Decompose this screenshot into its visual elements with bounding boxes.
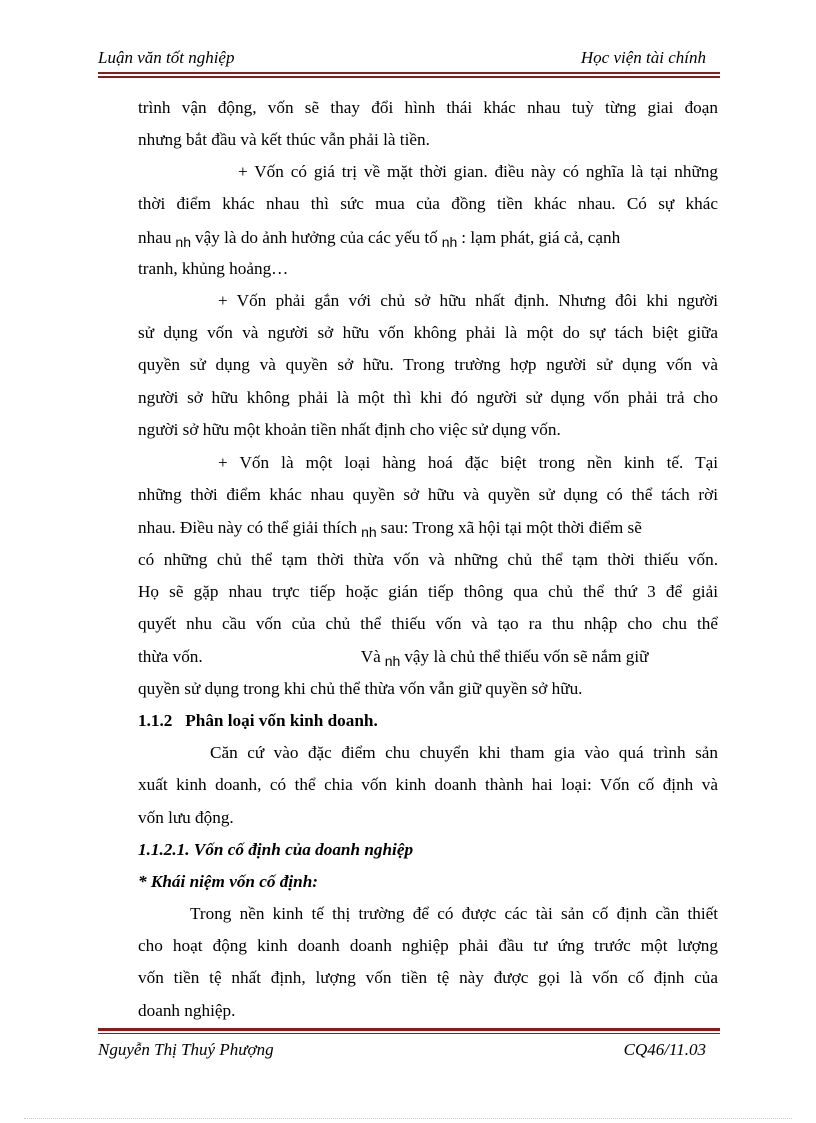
- concept-heading: * Khái niệm vốn cố định:: [138, 872, 319, 891]
- paragraph-line-with-inline: [138, 226, 718, 250]
- header-institution-label: Học viện tài chính: [580, 48, 706, 67]
- paragraph-line: thời điểm khác nhau thì sức mua của đồng tiền khác nhau. Có sự khác: [138, 194, 718, 213]
- text-fragment: sau: Trong xã hội tại một thời điểm sẽ: [380, 518, 642, 537]
- section-heading: 1.1.2 Phân loại vốn kinh doanh.: [138, 711, 378, 730]
- paragraph-line: trình vận động, vốn sẽ thay đổi hình thái khác nhau tuỳ từng giai đoạn: [138, 98, 718, 117]
- paragraph-line: + Vốn có giá trị về mặt thời gian. điều này có nghĩa là tại những: [238, 162, 718, 181]
- page-footer: [98, 1040, 706, 1062]
- text-fragment: : lạm phát, giá cả, cạnh: [461, 228, 621, 247]
- paragraph-line: cho hoạt động kinh doanh doanh nghiệp phải đầu tư ứng trước một lượng: [138, 936, 718, 955]
- text-fragment: nhau: [138, 228, 172, 247]
- inline-marker: nh: [441, 234, 458, 250]
- text-fragment: vậy là chủ thể thiếu vốn sẽ nắm giữ: [404, 647, 649, 666]
- inline-marker: nh: [175, 234, 191, 250]
- header-rule-thin: [98, 72, 720, 74]
- paragraph-line: quyền sử dụng trong khi chủ thể thừa vốn vẫn giữ quyền sở hữu.: [138, 679, 583, 698]
- footer-rule-thin: [98, 1033, 720, 1034]
- inline-marker: nh: [361, 524, 377, 540]
- text-fragment: thừa vốn.: [138, 647, 203, 666]
- footer-class-code: CQ46/11.03: [623, 1040, 706, 1059]
- paragraph-line: Căn cứ vào đặc điểm chu chuyển khi tham gia vào quá trình sản: [210, 743, 718, 762]
- page-header: [98, 48, 706, 70]
- paragraph-line-with-inline: [138, 516, 718, 540]
- paragraph-line: có những chủ thể tạm thời thừa vốn và những chủ thể tạm thời thiếu vốn.: [138, 550, 718, 569]
- paragraph-line: Trong nền kinh tế thị trường để có được các tài sản cố định cần thiết: [190, 904, 718, 923]
- paragraph-line: nhưng bắt đầu và kết thúc vẫn phải là tiền.: [138, 130, 430, 149]
- paragraph-line: doanh nghiệp.: [138, 1001, 236, 1020]
- paragraph-line: quyền sử dụng và quyền sở hữu. Trong trường hợp người sử dụng vốn và: [138, 355, 718, 374]
- header-rule-thick: [98, 76, 720, 78]
- text-fragment: vậy là do ảnh hưởng của các yếu tố: [195, 228, 438, 247]
- paragraph-line: những thời điểm khác nhau quyền sở hữu và quyền sử dụng có thể tách rời: [138, 485, 718, 504]
- text-fragment: nhau. Điều này có thể giải thích: [138, 518, 358, 537]
- inline-marker: nh: [384, 653, 401, 669]
- paragraph-line: vốn lưu động.: [138, 808, 234, 827]
- paragraph-line: xuất kinh doanh, có thể chia vốn kinh doanh thành hai loại: Vốn cố định và: [138, 775, 718, 794]
- paragraph-line: người sở hữu không phải là một thì khi đó người sử dụng vốn phải trả cho: [138, 388, 718, 407]
- paragraph-line: + Vốn là một loại hàng hoá đặc biệt trong nền kinh tế. Tại: [218, 453, 718, 472]
- paragraph-line: vốn tiền tệ nhất định, lượng vốn tiền tệ này được gọi là vốn cố định của: [138, 968, 718, 987]
- footer-author-label: Nguyễn Thị Thuý Phượng: [98, 1040, 274, 1059]
- paragraph-line: tranh, khủng hoảng…: [138, 259, 289, 278]
- paragraph-line: quyết nhu cầu vốn của chủ thể thiếu vốn và tạo ra thu nhập cho chu thể: [138, 614, 718, 633]
- page-edge-divider: [24, 1118, 792, 1119]
- paragraph-line: + Vốn phải gắn với chủ sở hữu nhất định. Nhưng đôi khi người: [218, 291, 718, 310]
- header-thesis-label: Luận văn tốt nghiệp: [98, 48, 235, 67]
- paragraph-line: sử dụng vốn và người sở hữu vốn không phải là một do sự tách biệt giữa: [138, 323, 718, 342]
- subsection-heading: 1.1.2.1. Vốn cố định của doanh nghiệp: [138, 840, 414, 859]
- footer-rule-thick: [98, 1028, 720, 1031]
- paragraph-line: người sở hữu một khoản tiền nhất định cho việc sử dụng vốn.: [138, 420, 561, 439]
- text-fragment: Và: [360, 647, 381, 666]
- paragraph-line: Họ sẽ gặp nhau trực tiếp hoặc gián tiếp thông qua chủ thể thứ 3 để giải: [138, 582, 718, 601]
- paragraph-line-with-inline: [138, 645, 718, 669]
